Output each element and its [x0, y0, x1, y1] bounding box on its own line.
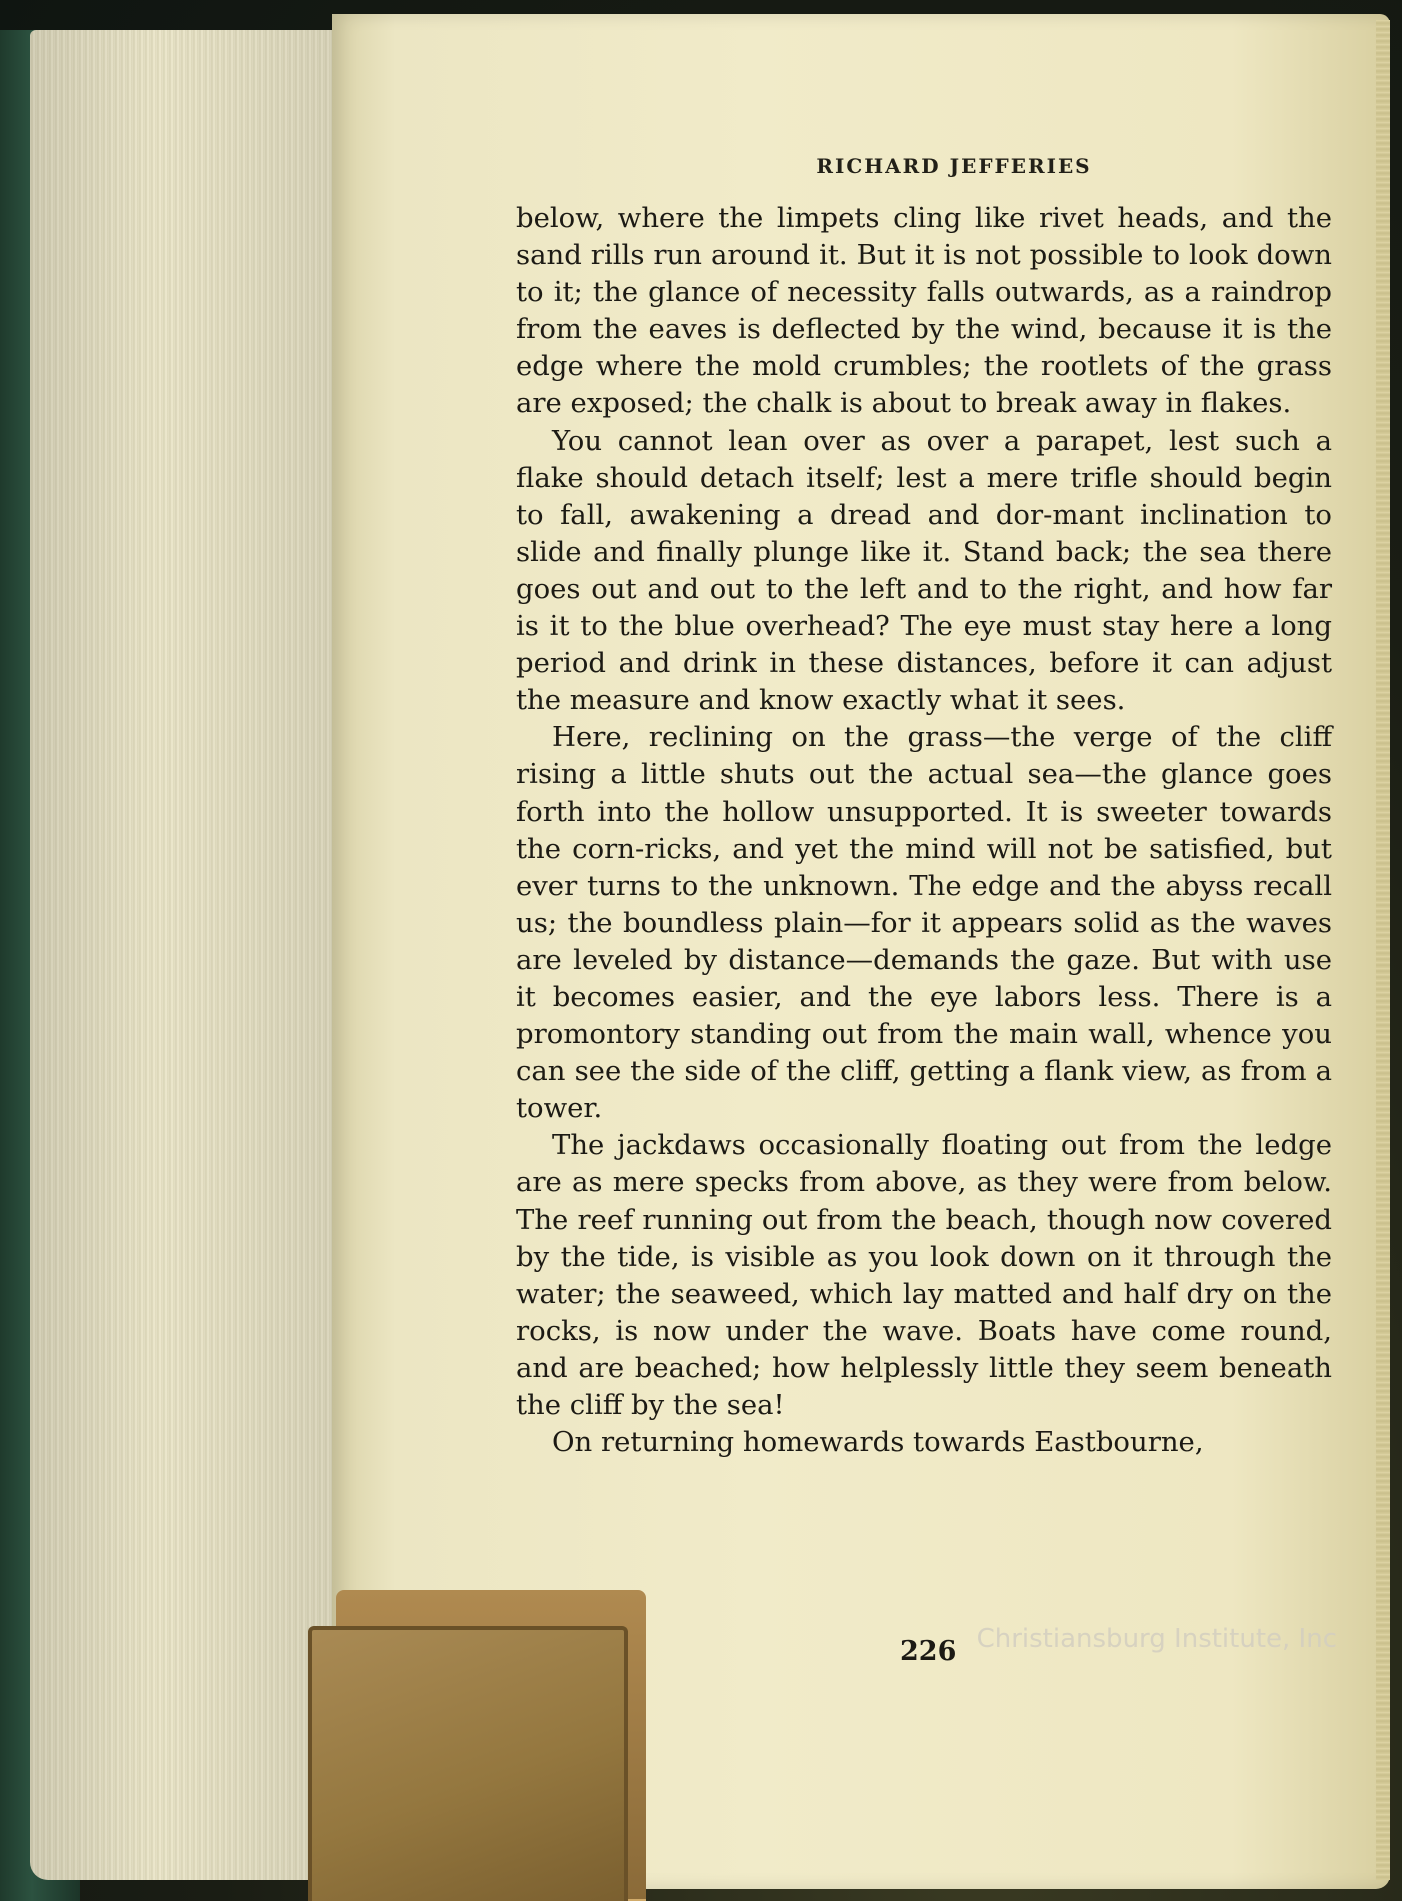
- weight-block-front: [308, 1626, 628, 1901]
- book-weights: [300, 1590, 645, 1901]
- page-text-block: [516, 154, 1332, 1461]
- page-edge: [1376, 20, 1390, 1880]
- paragraph-4: The jackdaws occasionally floating out from the ledge are as mere specks from above, as they were from below. The reef running out from the beach, though now covered by the tide, is visible as you look down on it through the water; the seaweed, which lay matted and half dry on the rocks, is now under the wave. Boats have come round, and are beached; how helplessly little they seem beneath the cliff by the sea!: [516, 1129, 1332, 1421]
- watermark: Christiansburg Institute, Inc: [976, 1624, 1337, 1654]
- paragraph-5: On returning homewards towards Eastbourne,: [552, 1426, 1204, 1459]
- paragraph-3: Here, reclining on the grass—the verge of the cliff rising a little shuts out the actual sea—the glance goes forth into the hollow unsupported. It is sweeter towards the corn-ricks, and yet the mind will not be satisfied, but ever turns to the unknown. The edge and the abyss recall us; the boundless plain—for it appears solid as the waves are leveled by distance—demands the gaze. But with use it becomes easier, and the eye labors less. There is a promontory standing out from the main wall, whence you can see the side of the cliff, getting a flank view, as from a tower.: [516, 721, 1332, 1125]
- paragraph-2: You cannot lean over as over a parapet, lest such a flake should detach itself; lest a mere trifle should begin to fall, awakening a dread and dor-mant inclination to slide and finally plunge like it. Stand back; the sea there goes out and out to the left and to the right, and how far is it to the blue overhead? The eye must stay here a long period and drink in these distances, before it can adjust the measure and know exactly what it sees.: [516, 424, 1332, 717]
- body-text: [516, 200, 1332, 1461]
- page-number: 226: [900, 1636, 957, 1667]
- paragraph-1: below, where the limpets cling like rivet heads, and the sand rills run around it. But it is not possible to look down to it; the glance of necessity falls outwards, as a raindrop from the eaves is deflected by the wind, because it is the edge where the mold crumbles; the rootlets of the grass are exposed; the chalk is about to break away in flakes.: [516, 202, 1332, 420]
- running-head: RICHARD JEFFERIES: [816, 154, 1092, 178]
